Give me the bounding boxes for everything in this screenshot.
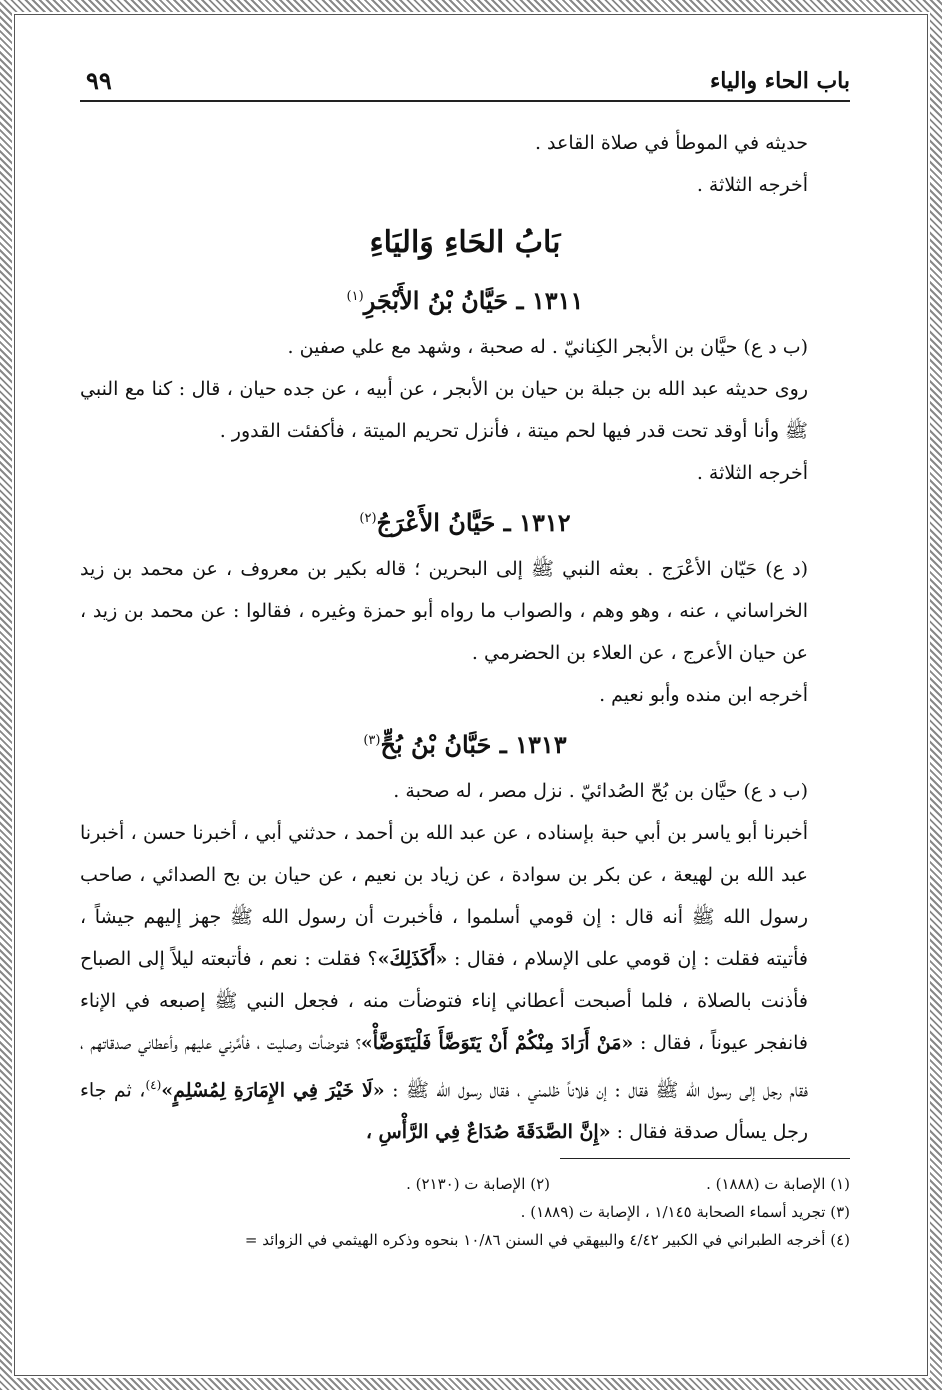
paragraph: أخرجه الثلاثة .: [696, 462, 808, 484]
hadith-paragraph: [80, 812, 850, 1153]
book-page: [80, 60, 850, 1330]
footnote: (٣) تجريد أسماء الصحابة ١/١٤٥ ، الإصابة ت (١٨٨٩) .: [520, 1203, 850, 1221]
entry-title-text: ١٣١٢ ـ حَيَّانُ الأَعْرَجُ: [376, 508, 571, 537]
paragraph: (ب د ع) حيَّان بن بُحّ الصُدائيّ . نزل مصر ، له صحبة .: [393, 780, 808, 802]
page-number: ٩٩: [86, 66, 112, 95]
footnote-ref: (٤): [145, 1078, 162, 1092]
chapter-title: بَابُ الحَاءِ وَاليَاءِ: [369, 225, 561, 260]
text-line: حديثه في الموطأ في صلاة القاعد .: [534, 132, 808, 154]
text-line: أخرجه الثلاثة .: [696, 174, 808, 196]
paragraph: (د ع) حَيّان الأعْرَج . بعثه النبي ﷺ إلى البحرين ؛ قاله بكير بن معروف ، عن محمد بن زيد الخراساني ، عنه ، وهو وهم ، والصواب ما رواه أبو حمزة وغيره ، فقالوا : عن محمد بن زيد ، عن حيان الأعرج ، عن العلاء بن الحضرمي .: [80, 558, 808, 664]
paragraph: روى حديثه عبد الله بن جبلة بن حيان بن الأبجر ، عن أبيه ، عن جده حيان ، قال : كنا مع النبي ﷺ وأنا أوقد تحت قدر فيها لحم ميتة ، فأنزل تحريم الميتة ، فأكفئت القدور .: [80, 378, 808, 442]
footnote-divider: [560, 1158, 850, 1159]
footnote-ref: (٢): [359, 511, 377, 526]
entry-title-text: ١٣١١ ـ حَيَّانُ بْنُ الأَبْجَرِ: [363, 286, 584, 315]
footnote: (١) الإصابة ت (١٨٨٨) .: [706, 1175, 850, 1193]
paragraph: أخرجه ابن منده وأبو نعيم .: [599, 684, 808, 706]
footnote-ref: (٣): [363, 733, 381, 748]
footnote-row: [80, 1170, 850, 1198]
hadith-text: ؟ فتوضأت وصليت ، فأمَّرني عليهم وأعطاني صدقاتهم ، فقام رجل إلى رسول الله ﷺ فقال : إن فلاناً ظلمني ، فقال رسول الله ﷺ :: [80, 1032, 808, 1102]
footnote: (٢) الإصابة ت (٢١٣٠) .: [406, 1175, 550, 1193]
paragraph: (ب د ع) حيَّان بن الأبجر الكِنانيّ . له صحبة ، وشهد مع علي صفين .: [287, 336, 808, 358]
footnote: (٤) أخرجه الطبراني في الكبير ٤/٤٢ والبيهقي في السنن ١٠/٨٦ بنحوه وذكره الهيثمي في الزوائد =: [244, 1231, 850, 1249]
running-head-title: باب الحاء والياء: [709, 68, 850, 94]
hadith-quote: «لَا خَيْرَ فِي الإِمَارَةِ لِمُسْلِمٍ»: [161, 1079, 385, 1102]
page-body: [80, 122, 850, 1153]
entry-title: [80, 494, 850, 548]
entry-title: [80, 272, 850, 326]
running-head: [80, 60, 850, 102]
footnotes: [80, 1170, 850, 1254]
footnote-ref: (١): [346, 289, 364, 304]
hadith-quote: «إِنَّ الصَّدَقَةَ صُدَاعٌ فِي الرَّأْسِ ،: [365, 1121, 611, 1144]
hadith-quote: «أَكَذَلِكَ»: [377, 948, 448, 970]
entry-title: [80, 716, 850, 770]
hadith-text: ، ثم جاء رجل يسأل صدقة فقال :: [80, 1079, 808, 1144]
entry-title-text: ١٣١٣ ـ حَبَّانُ بْنُ بُحٍّ: [380, 730, 567, 759]
hadith-quote: «مَنْ أَرَادَ مِنْكُمْ أَنْ يَتَوَضَّأَ فَلْيَتَوَضَّأْ»: [360, 1032, 634, 1054]
hadith-text: أخبرنا أبو ياسر بن أبي حبة بإسناده ، عن عبد الله بن أحمد ، حدثني أبي ، أخبرنا حسن ، أخبرنا عبد الله بن لهيعة ، عن بكر بن سوادة ، عن زياد بن نعيم ، عن حيان بن بح الصدائي ، صاحب رسول الله ﷺ أنه قال : إن قومي أسلموا ، فأخبرت أن رسول الله ﷺ جهز إليهم جيشاً ، فأتيته فقلت : إن قومي على الإسلام ، فقال :: [80, 822, 808, 970]
hadith-text: ؟ فقلت : نعم ، فأتبعته ليلاً إلى الصباح فأذنت بالصلاة ، فلما أصبحت أعطاني إناء فتوضأت منه ، فجعل النبي ﷺ إصبعه في الإناء فانفجر عيوناً ، فقال :: [80, 948, 809, 1054]
